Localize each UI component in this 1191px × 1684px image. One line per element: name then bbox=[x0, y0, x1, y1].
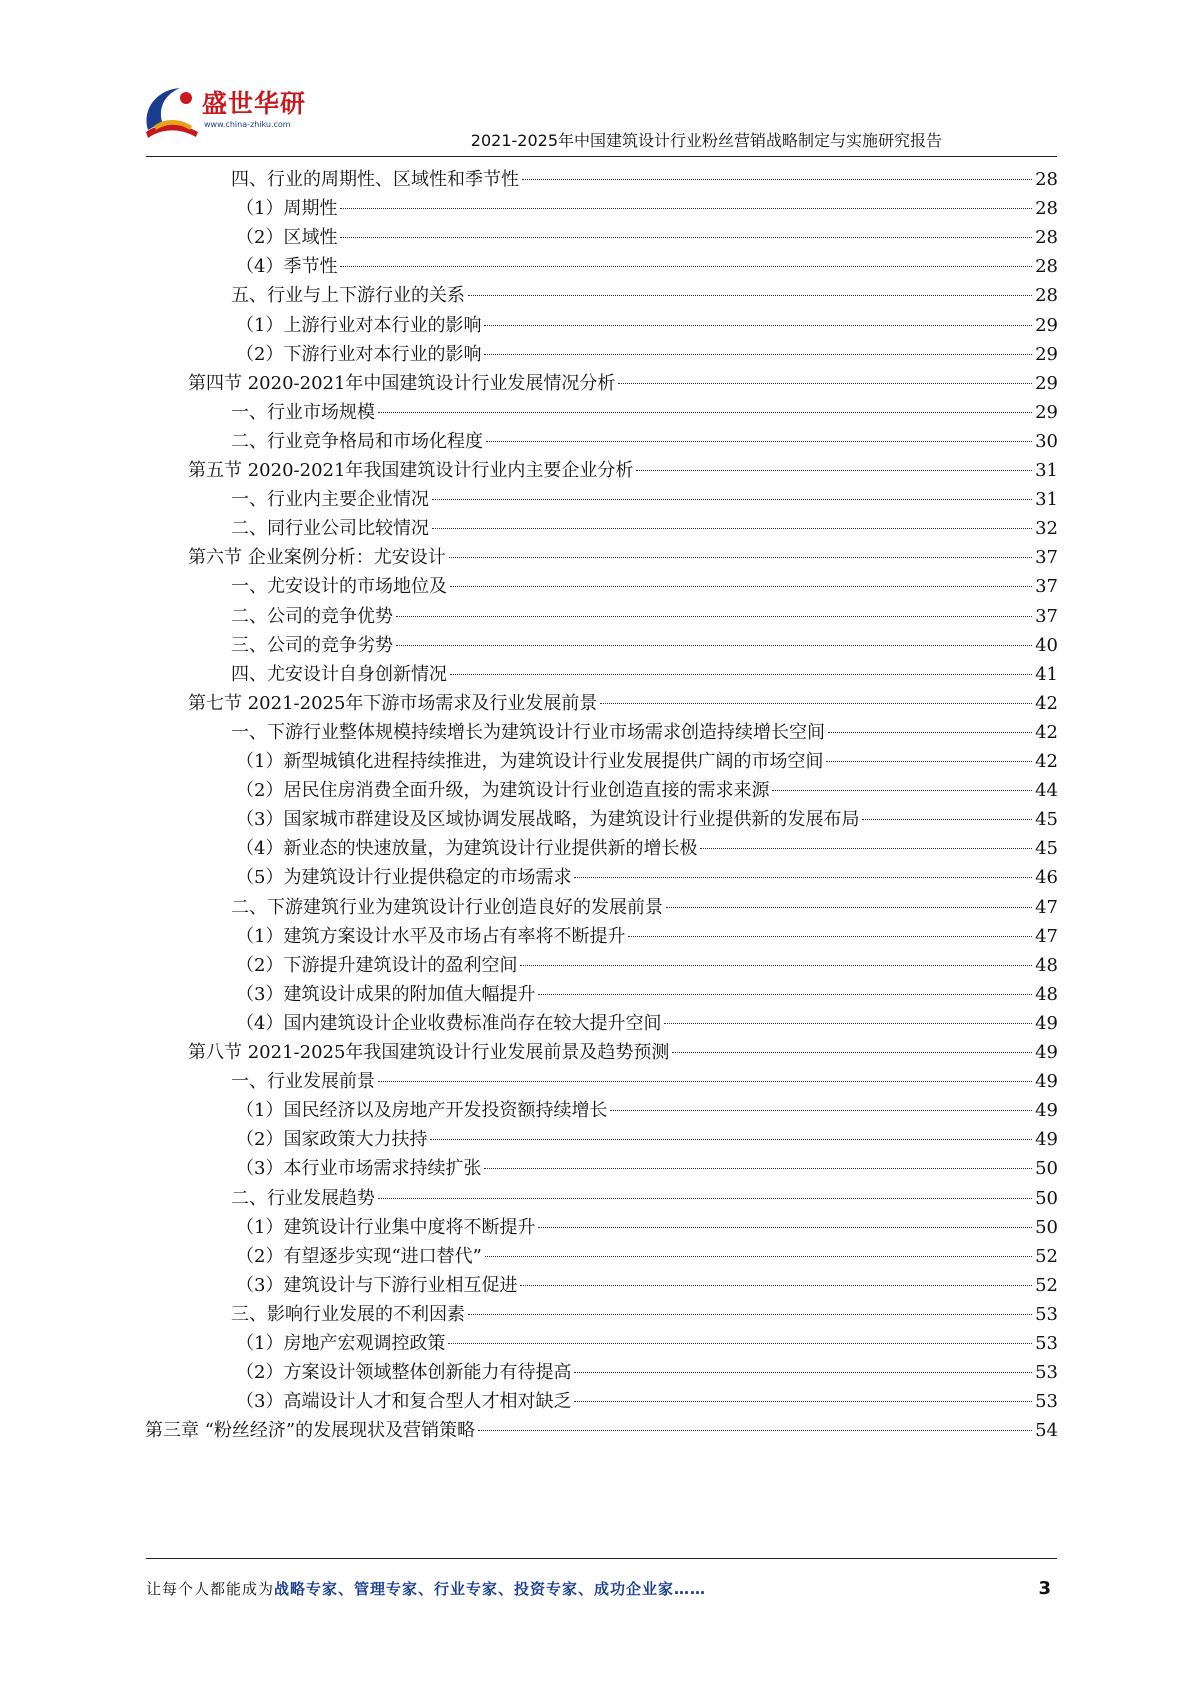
toc-entry-page: 37 bbox=[1035, 547, 1058, 569]
toc-entry-title: （3）建筑设计与下游行业相互促进 bbox=[236, 1274, 518, 1296]
toc-entry[interactable] bbox=[231, 601, 1058, 632]
toc-entry-page: 37 bbox=[1035, 576, 1058, 598]
toc-entry-page: 49 bbox=[1035, 1042, 1058, 1063]
toc-entry[interactable] bbox=[188, 542, 1058, 573]
logo-name: 盛世华研 bbox=[202, 89, 307, 118]
toc-entry-title: （2）方案设计领域整体创新能力有待提高 bbox=[236, 1362, 572, 1384]
toc-entry[interactable] bbox=[145, 1415, 1058, 1446]
toc-entry-title: 第四节 2020-2021年中国建筑设计行业发展情况分析 bbox=[188, 372, 616, 394]
toc-entry-title: 一、行业发展前景 bbox=[231, 1071, 375, 1093]
toc-entry[interactable] bbox=[231, 280, 1058, 311]
toc-dot-leader bbox=[520, 964, 1032, 966]
toc-entry-page: 42 bbox=[1035, 721, 1058, 743]
toc-entry-page: 47 bbox=[1035, 896, 1058, 918]
document-title: 2021-2025年中国建筑设计行业粉丝营销战略制定与实施研究报告 bbox=[470, 131, 942, 150]
toc-dot-leader bbox=[478, 1429, 1032, 1431]
toc-dot-leader bbox=[450, 673, 1032, 675]
logo-mark-icon bbox=[140, 82, 210, 142]
toc-dot-leader bbox=[700, 847, 1032, 849]
toc-entry-title: （3）高端设计人才和复合型人才相对缺乏 bbox=[236, 1391, 572, 1413]
toc-entry-page: 28 bbox=[1035, 227, 1058, 249]
toc-dot-leader bbox=[666, 906, 1032, 908]
toc-entry-title: 四、尤安设计自身创新情况 bbox=[231, 663, 447, 685]
toc-entry-page: 29 bbox=[1035, 372, 1058, 394]
toc-entry-page: 50 bbox=[1035, 1216, 1058, 1238]
toc-entry[interactable] bbox=[231, 513, 1058, 544]
toc-entry[interactable] bbox=[236, 775, 1058, 806]
toc-entry-page: 50 bbox=[1035, 1187, 1058, 1209]
page-number: 3 bbox=[1038, 1578, 1051, 1599]
toc-dot-leader bbox=[574, 1400, 1032, 1402]
toc-entry[interactable] bbox=[188, 368, 1058, 399]
toc-dot-leader bbox=[432, 527, 1032, 529]
toc-dot-leader bbox=[538, 1226, 1032, 1228]
toc-dot-leader bbox=[340, 265, 1032, 267]
company-logo bbox=[140, 82, 320, 152]
toc-entry[interactable] bbox=[236, 1153, 1058, 1184]
toc-dot-leader bbox=[628, 935, 1032, 937]
footer-slogan bbox=[146, 1578, 706, 1599]
toc-dot-leader bbox=[574, 1371, 1032, 1373]
toc-entry-title: （5）为建筑设计行业提供稳定的市场需求 bbox=[236, 867, 572, 889]
toc-entry-title: （4）新业态的快速放量，为建筑设计行业提供新的增长极 bbox=[236, 838, 698, 860]
toc-dot-leader bbox=[396, 644, 1032, 646]
toc-entry-page: 52 bbox=[1035, 1245, 1058, 1267]
toc-entry-page: 32 bbox=[1035, 518, 1058, 540]
toc-entry-title: （2）区域性 bbox=[236, 227, 338, 249]
toc-entry-title: 第五节 2020-2021年我国建筑设计行业内主要企业分析 bbox=[188, 460, 634, 481]
toc-dot-leader bbox=[432, 498, 1032, 500]
toc-entry[interactable] bbox=[236, 339, 1058, 370]
toc-entry[interactable] bbox=[188, 455, 1058, 486]
toc-entry[interactable] bbox=[231, 484, 1058, 515]
toc-entry[interactable] bbox=[236, 1095, 1058, 1126]
toc-entry-page: 48 bbox=[1035, 954, 1058, 976]
toc-entry-page: 28 bbox=[1035, 285, 1058, 307]
toc-entry-title: （3）建筑设计成果的附加值大幅提升 bbox=[236, 983, 536, 1005]
toc-dot-leader bbox=[610, 1109, 1032, 1111]
toc-entry[interactable] bbox=[236, 1008, 1058, 1039]
toc-dot-leader bbox=[340, 236, 1032, 238]
toc-entry-page: 28 bbox=[1035, 256, 1058, 278]
toc-entry-page: 49 bbox=[1035, 1012, 1058, 1034]
toc-entry-title: 二、行业竞争格局和市场化程度 bbox=[231, 430, 483, 452]
toc-entry-page: 30 bbox=[1035, 430, 1058, 452]
toc-entry-title: 三、影响行业发展的不利因素 bbox=[231, 1303, 465, 1325]
toc-entry-page: 29 bbox=[1035, 401, 1058, 423]
toc-entry[interactable] bbox=[236, 950, 1058, 981]
toc-entry-title: （4）季节性 bbox=[236, 256, 338, 278]
toc-dot-leader bbox=[448, 1342, 1032, 1344]
toc-entry[interactable] bbox=[236, 1270, 1058, 1301]
toc-entry-page: 53 bbox=[1035, 1333, 1058, 1354]
toc-entry[interactable] bbox=[188, 688, 1058, 719]
page-footer bbox=[146, 1578, 1057, 1608]
toc-entry-page: 29 bbox=[1035, 314, 1058, 336]
toc-entry[interactable] bbox=[231, 397, 1058, 428]
toc-entry[interactable] bbox=[231, 571, 1058, 602]
toc-entry-title: 三、公司的竞争劣势 bbox=[231, 634, 393, 656]
toc-entry-title: （1）上游行业对本行业的影响 bbox=[236, 314, 482, 336]
toc-entry-title: （3）本行业市场需求持续扩张 bbox=[236, 1158, 482, 1180]
toc-entry[interactable] bbox=[236, 1124, 1058, 1155]
toc-dot-leader bbox=[449, 556, 1032, 558]
toc-entry-page: 44 bbox=[1035, 780, 1058, 802]
toc-entry-title: 一、行业内主要企业情况 bbox=[231, 489, 429, 511]
toc-entry-page: 40 bbox=[1035, 634, 1058, 656]
page-header bbox=[0, 0, 1191, 160]
footer-divider bbox=[146, 1558, 1057, 1559]
toc-dot-leader bbox=[636, 469, 1032, 471]
toc-dot-leader bbox=[378, 411, 1032, 413]
toc-dot-leader bbox=[340, 207, 1032, 209]
toc-entry-title: （2）国家政策大力扶持 bbox=[236, 1129, 428, 1151]
toc-entry[interactable] bbox=[231, 1066, 1058, 1097]
toc-entry-page: 29 bbox=[1035, 343, 1058, 365]
toc-dot-leader bbox=[396, 615, 1032, 617]
toc-dot-leader bbox=[450, 585, 1032, 587]
toc-entry-page: 52 bbox=[1035, 1274, 1058, 1296]
toc-entry[interactable] bbox=[236, 833, 1058, 864]
toc-entry-page: 31 bbox=[1035, 489, 1058, 511]
toc-entry-title: （2）下游提升建筑设计的盈利空间 bbox=[236, 954, 518, 976]
toc-dot-leader bbox=[484, 353, 1032, 355]
toc-entry-page: 49 bbox=[1035, 1071, 1058, 1093]
toc-dot-leader bbox=[520, 1284, 1032, 1286]
toc-dot-leader bbox=[826, 760, 1032, 762]
slogan-prefix: 让每个人都能成为 bbox=[146, 1580, 275, 1598]
toc-dot-leader bbox=[828, 731, 1032, 733]
toc-entry-page: 53 bbox=[1035, 1362, 1058, 1384]
toc-dot-leader bbox=[522, 178, 1032, 180]
toc-dot-leader bbox=[378, 1080, 1032, 1082]
toc-entry-title: 五、行业与上下游行业的关系 bbox=[231, 285, 465, 307]
toc-entry[interactable] bbox=[231, 1183, 1058, 1214]
toc-entry-title: 一、尤安设计的市场地位及 bbox=[231, 576, 447, 598]
toc-entry-page: 42 bbox=[1035, 692, 1058, 714]
toc-entry-page: 28 bbox=[1035, 169, 1058, 190]
toc-entry[interactable] bbox=[236, 1328, 1058, 1359]
toc-entry-title: 二、同行业公司比较情况 bbox=[231, 518, 429, 540]
toc-entry-page: 54 bbox=[1035, 1420, 1058, 1442]
toc-entry-title: 第八节 2021-2025年我国建筑设计行业发展前景及趋势预测 bbox=[188, 1042, 670, 1063]
toc-entry-title: （1）周期性 bbox=[236, 198, 338, 220]
toc-entry-title: （1）建筑方案设计水平及市场占有率将不断提升 bbox=[236, 925, 626, 947]
toc-entry-title: （1）建筑设计行业集中度将不断提升 bbox=[236, 1216, 536, 1238]
toc-entry-page: 37 bbox=[1035, 605, 1058, 627]
toc-entry[interactable] bbox=[236, 193, 1058, 224]
toc-entry[interactable] bbox=[236, 746, 1058, 777]
toc-entry-page: 45 bbox=[1035, 838, 1058, 860]
toc-entry[interactable] bbox=[236, 921, 1058, 952]
toc-entry[interactable] bbox=[231, 630, 1058, 661]
toc-entry-title: 二、行业发展趋势 bbox=[231, 1187, 375, 1209]
toc-entry-title: 二、公司的竞争优势 bbox=[231, 605, 393, 627]
slogan-roles: 战略专家、管理专家、行业专家、投资专家、成功企业家…… bbox=[274, 1580, 707, 1598]
toc-entry[interactable] bbox=[231, 659, 1058, 690]
toc-dot-leader bbox=[772, 789, 1032, 791]
toc-entry-title: 第七节 2021-2025年下游市场需求及行业发展前景 bbox=[188, 692, 598, 714]
toc-entry-title: （1）新型城镇化进程持续推进，为建筑设计行业发展提供广阔的市场空间 bbox=[236, 751, 824, 772]
toc-entry-title: （2）居民住房消费全面升级，为建筑设计行业创造直接的需求来源 bbox=[236, 780, 770, 802]
toc-entry-title: （1）国民经济以及房地产开发投资额持续增长 bbox=[236, 1100, 608, 1122]
toc-entry-title: 一、下游行业整体规模持续增长为建筑设计行业市场需求创造持续增长空间 bbox=[231, 721, 825, 743]
toc-entry-page: 41 bbox=[1035, 663, 1058, 685]
toc-dot-leader bbox=[862, 818, 1032, 820]
toc-entry[interactable] bbox=[236, 251, 1058, 282]
toc-entry-page: 31 bbox=[1035, 460, 1058, 481]
toc-entry-title: （1）房地产宏观调控政策 bbox=[236, 1333, 446, 1354]
toc-entry[interactable] bbox=[236, 222, 1058, 253]
toc-entry-page: 46 bbox=[1035, 867, 1058, 889]
toc-entry-title: 一、行业市场规模 bbox=[231, 401, 375, 423]
toc-entry[interactable] bbox=[188, 1037, 1058, 1068]
toc-entry-title: 第三章 “粉丝经济”的发展现状及营销策略 bbox=[145, 1420, 476, 1442]
toc-dot-leader bbox=[538, 993, 1032, 995]
toc-entry-title: （2）下游行业对本行业的影响 bbox=[236, 343, 482, 365]
toc-entry[interactable] bbox=[236, 1212, 1058, 1243]
toc-dot-leader bbox=[485, 1255, 1032, 1257]
toc-dot-leader bbox=[378, 1197, 1032, 1199]
toc-entry[interactable] bbox=[236, 804, 1058, 835]
toc-entry[interactable] bbox=[231, 717, 1058, 748]
toc-dot-leader bbox=[484, 1167, 1032, 1169]
toc-entry-page: 28 bbox=[1035, 198, 1058, 220]
toc-entry-title: 第六节 企业案例分析：尤安设计 bbox=[188, 547, 446, 569]
toc-entry[interactable] bbox=[236, 979, 1058, 1010]
toc-entry[interactable] bbox=[236, 1386, 1058, 1417]
toc-entry[interactable] bbox=[236, 310, 1058, 341]
toc-entry-page: 50 bbox=[1035, 1158, 1058, 1180]
toc-entry-page: 42 bbox=[1035, 751, 1058, 772]
logo-url: www.china-zhiku.com bbox=[204, 120, 291, 129]
toc-entry-title: 二、下游建筑行业为建筑设计行业创造良好的发展前景 bbox=[231, 896, 663, 918]
toc-entry-title: 四、行业的周期性、区域性和季节性 bbox=[231, 169, 519, 190]
toc-entry-page: 45 bbox=[1035, 809, 1058, 831]
toc-entry-page: 53 bbox=[1035, 1303, 1058, 1325]
toc-dot-leader bbox=[468, 294, 1032, 296]
toc-entry[interactable] bbox=[231, 426, 1058, 457]
toc-dot-leader bbox=[664, 1022, 1032, 1024]
toc-entry-page: 47 bbox=[1035, 925, 1058, 947]
toc-entry-title: （3）国家城市群建设及区域协调发展战略，为建筑设计行业提供新的发展布局 bbox=[236, 809, 860, 831]
toc-entry[interactable] bbox=[236, 862, 1058, 893]
toc-dot-leader bbox=[618, 382, 1032, 384]
toc-entry-title: （4）国内建筑设计企业收费标准尚存在较大提升空间 bbox=[236, 1012, 662, 1034]
toc-entry-page: 49 bbox=[1035, 1129, 1058, 1151]
toc-entry[interactable] bbox=[231, 1299, 1058, 1330]
toc-dot-leader bbox=[574, 876, 1032, 878]
toc-entry[interactable] bbox=[236, 1241, 1058, 1272]
toc-entry-page: 49 bbox=[1035, 1100, 1058, 1122]
toc-dot-leader bbox=[430, 1138, 1032, 1140]
toc-entry[interactable] bbox=[236, 1357, 1058, 1388]
toc-entry-page: 48 bbox=[1035, 983, 1058, 1005]
toc-dot-leader bbox=[468, 1313, 1032, 1315]
toc-entry[interactable] bbox=[231, 892, 1058, 923]
toc-dot-leader bbox=[600, 702, 1032, 704]
toc-dot-leader bbox=[484, 324, 1032, 326]
toc-entry-title: （2）有望逐步实现“进口替代” bbox=[236, 1245, 482, 1267]
toc-entry-page: 53 bbox=[1035, 1391, 1058, 1413]
toc-entry[interactable] bbox=[231, 164, 1058, 195]
header-divider bbox=[146, 156, 1057, 157]
toc-dot-leader bbox=[486, 440, 1032, 442]
toc-dot-leader bbox=[672, 1051, 1032, 1053]
